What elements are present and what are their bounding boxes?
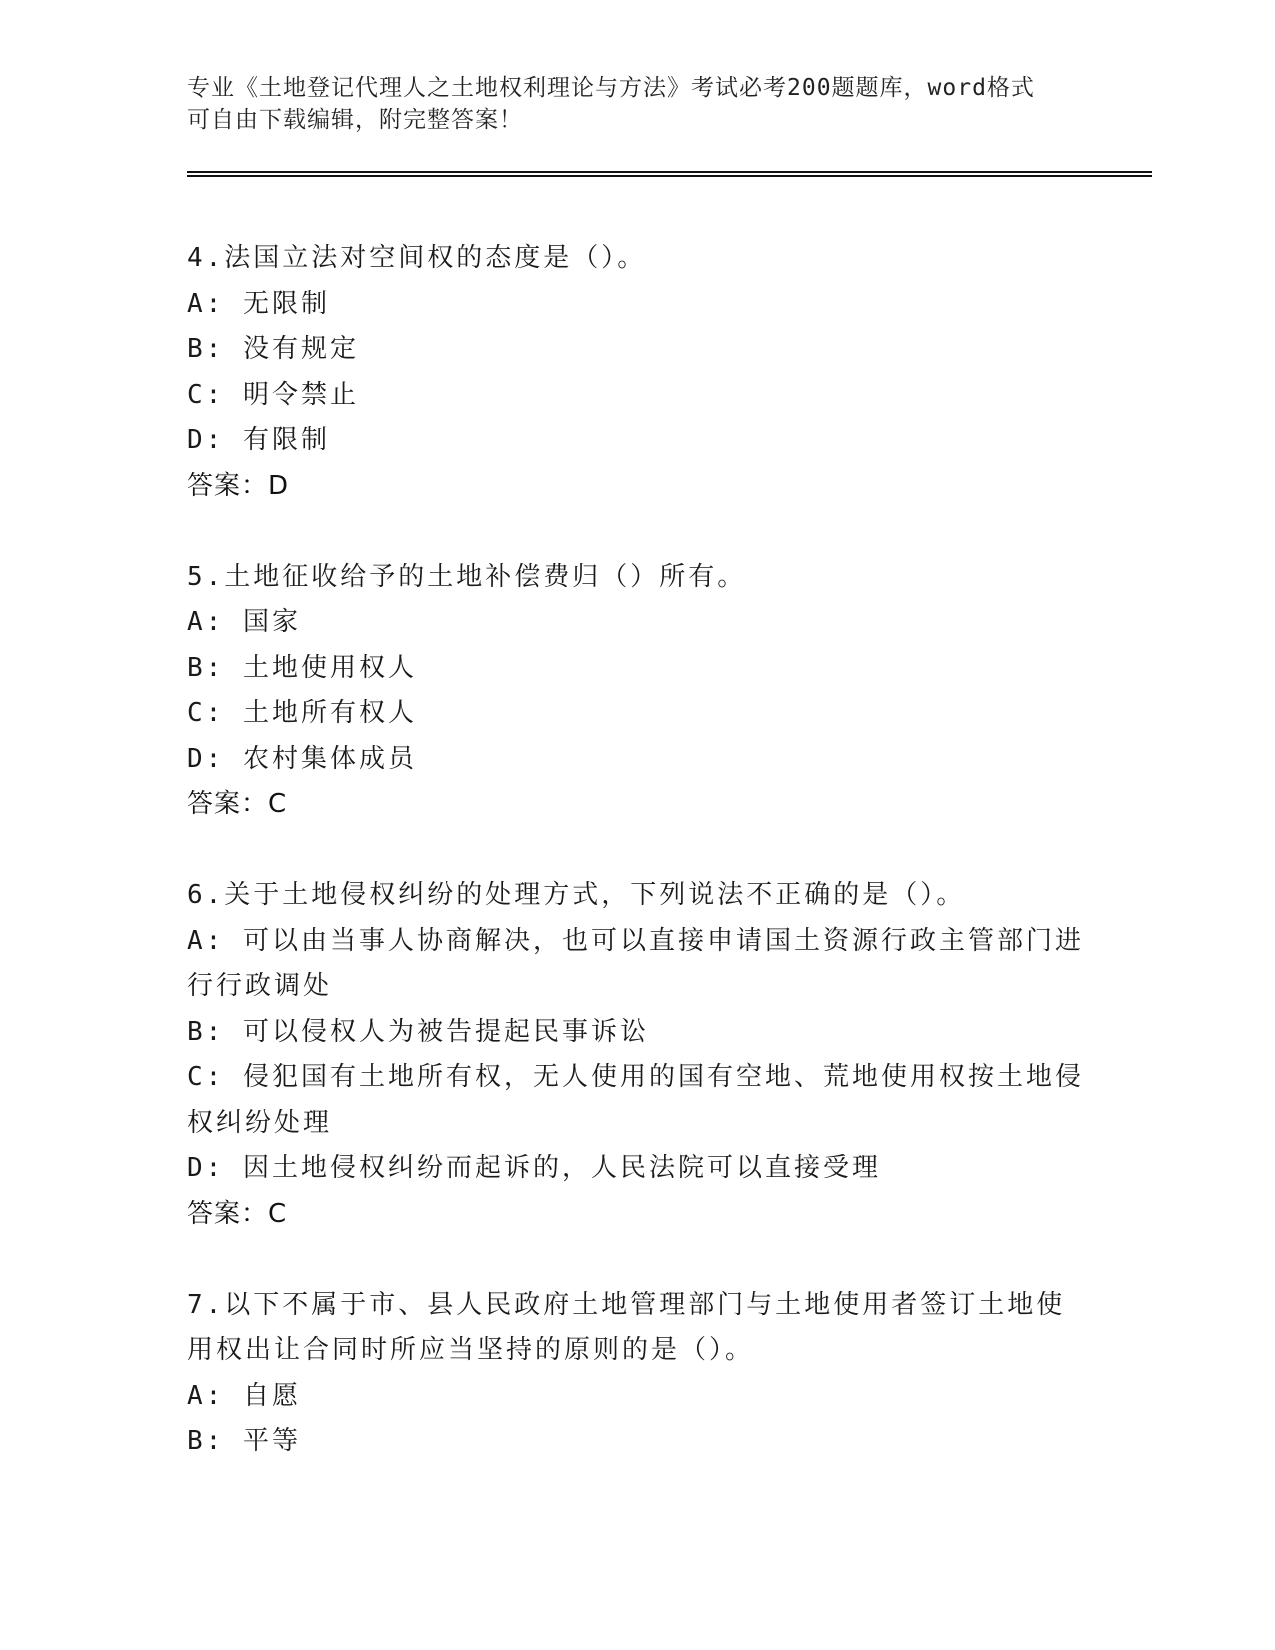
question-stem: 6.关于土地侵权纠纷的处理方式，下列说法不正确的是（）。 xyxy=(187,880,966,910)
answer-option: C: 侵犯国有土地所有权，无人使用的国有空地、荒地使用权按土地侵 xyxy=(187,1062,1084,1092)
answer-option: B: 可以侵权人为被告提起民事诉讼 xyxy=(187,1016,649,1047)
question-block xyxy=(187,1283,1087,1465)
header-divider-top xyxy=(187,171,1152,173)
answer-option: C: 明令禁止 xyxy=(187,379,359,410)
answer-key: 答案：C xyxy=(187,789,288,819)
answer-option: A: 自愿 xyxy=(187,1380,301,1411)
question-block xyxy=(187,236,1087,509)
answer-option: D: 有限制 xyxy=(187,425,330,455)
header-line-2: 可自由下载编辑，附完整答案！ xyxy=(187,107,523,133)
answer-option: D: 因土地侵权纠纷而起诉的，人民法院可以直接受理 xyxy=(187,1153,881,1183)
answer-option: A: 无限制 xyxy=(187,288,330,319)
question-spacer xyxy=(187,1237,1087,1283)
question-stem: 7.以下不属于市、县人民政府土地管理部门与土地使用者签订土地使 xyxy=(187,1289,1066,1320)
answer-option: A: 国家 xyxy=(187,607,301,637)
answer-option: A: 可以由当事人协商解决，也可以直接申请国土资源行政主管部门进 xyxy=(187,925,1084,956)
answer-option: B: 没有规定 xyxy=(187,334,359,364)
question-block xyxy=(187,873,1087,1237)
question-stem: 5.土地征收给予的土地补偿费归（）所有。 xyxy=(187,561,747,592)
answer-option: B: 平等 xyxy=(187,1426,301,1456)
answer-option: C: 土地所有权人 xyxy=(187,698,417,728)
document-header xyxy=(187,72,1087,136)
question-block xyxy=(187,555,1087,828)
header-divider-bottom xyxy=(187,175,1152,177)
answer-option: D: 农村集体成员 xyxy=(187,743,417,774)
question-spacer xyxy=(187,828,1087,874)
answer-key: 答案：D xyxy=(187,470,290,501)
header-line-1: 专业《土地登记代理人之土地权利理论与方法》考试必考200题题库，word格式 xyxy=(187,75,1035,101)
answer-option: 权纠纷处理 xyxy=(187,1107,333,1138)
answer-option: B: 土地使用权人 xyxy=(187,652,417,683)
answer-option: 行行政调处 xyxy=(187,971,333,1001)
question-stem: 4.法国立法对空间权的态度是（）。 xyxy=(187,243,647,273)
question-list xyxy=(187,236,1087,1465)
answer-key: 答案：C xyxy=(187,1198,288,1229)
question-spacer xyxy=(187,509,1087,555)
question-stem: 用权出让合同时所应当坚持的原则的是（）。 xyxy=(187,1335,755,1365)
